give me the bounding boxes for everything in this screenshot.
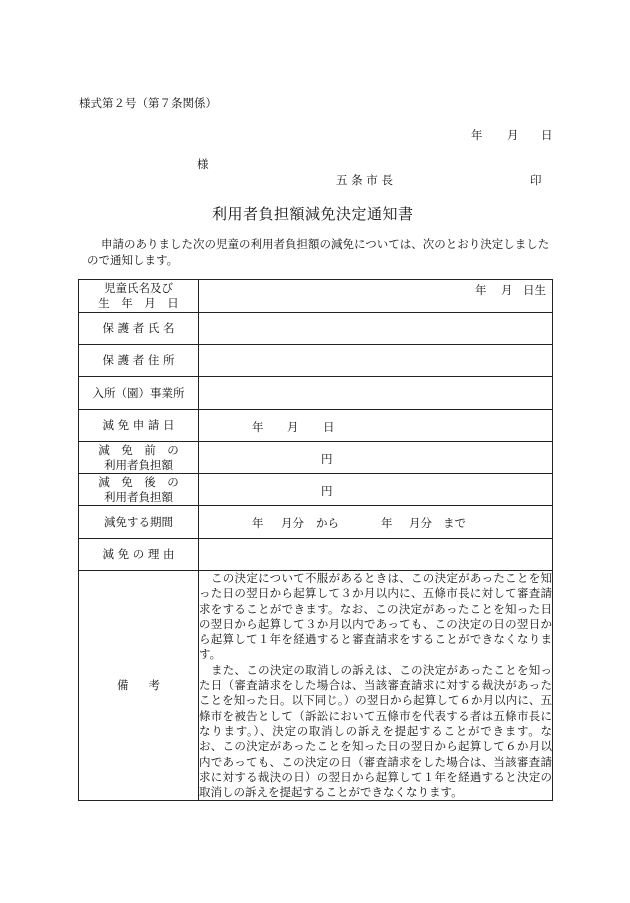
remarks-text bbox=[199, 571, 553, 801]
before-amount-row bbox=[79, 442, 553, 474]
period-value bbox=[199, 506, 553, 539]
period-start-year: 年 bbox=[252, 516, 264, 530]
application-date-label: 減 免 申 請 日 bbox=[79, 410, 199, 442]
birth-year: 年 bbox=[475, 283, 487, 297]
birth-month: 月 bbox=[501, 283, 513, 297]
guardian-address-row bbox=[79, 345, 553, 377]
after-amount-value bbox=[199, 474, 553, 506]
child-label: 児童氏名及び 生 年 月 日 bbox=[79, 280, 199, 313]
date-day: 日 bbox=[541, 128, 553, 142]
child-row bbox=[79, 280, 553, 313]
date-month: 月 bbox=[507, 128, 519, 142]
decision-table bbox=[78, 279, 553, 801]
remarks-paragraph-2: また、この決定の取消しの訴えは、この決定があったことを知った日（審査請求をした場合は、当該審査請求に対する裁決があったことを知った日。以下同じ。）の翌日から起算して６か月以内に、五條市を被告として（訴訟において五條市を代表する者は五條市長になります。）、決定の取消しの訴えを提起することができます。なお、この決定があったことを知った日の翌日から起算して６か月以内であっても、この決定の日（審査請求をした場合は、当該審査請求に対する裁決の日）の翌日から起算して１年を経過すると決定の取消しの訴えを提起することができなくなります。 bbox=[199, 662, 552, 800]
guardian-name-row bbox=[79, 313, 553, 345]
issuer-name: 五 条 市 長 bbox=[336, 173, 393, 187]
before-amount-label: 減 免 前 の 利用者負担額 bbox=[79, 442, 199, 474]
page-title: 利用者負担額減免決定通知書 bbox=[212, 205, 414, 223]
application-year: 年 bbox=[252, 420, 264, 434]
addressee-suffix: 様 bbox=[197, 157, 209, 171]
application-month: 月 bbox=[287, 420, 299, 434]
reason-row bbox=[79, 539, 553, 571]
after-amount-row bbox=[79, 474, 553, 506]
form-number: 様式第２号（第７条関係） bbox=[79, 96, 217, 110]
reason-value bbox=[199, 539, 553, 571]
facility-label: 入所（園）事業所 bbox=[79, 377, 199, 410]
intro-text: 申請のありました次の児童の利用者負担額の減免については、次のとおり決定しましたので通知します。 bbox=[87, 237, 550, 267]
after-amount-label: 減 免 後 の 利用者負担額 bbox=[79, 474, 199, 506]
remarks-row bbox=[79, 571, 553, 801]
period-start-month: 月分 bbox=[281, 516, 304, 530]
period-row bbox=[79, 506, 553, 539]
date-year: 年 bbox=[471, 128, 483, 142]
reason-label: 減 免 の 理 由 bbox=[79, 539, 199, 571]
birth-day: 日生 bbox=[523, 283, 546, 297]
application-day: 日 bbox=[323, 420, 335, 434]
period-from: から bbox=[316, 516, 339, 530]
application-date-row bbox=[79, 410, 553, 442]
guardian-name-value bbox=[199, 313, 553, 345]
remarks-label: 備 考 bbox=[79, 571, 199, 801]
after-yen: 円 bbox=[321, 484, 333, 498]
seal-mark: 印 bbox=[530, 173, 542, 187]
before-yen: 円 bbox=[321, 452, 333, 466]
period-end-year: 年 bbox=[381, 516, 393, 530]
guardian-name-label: 保 護 者 氏 名 bbox=[79, 313, 199, 345]
before-amount-value bbox=[199, 442, 553, 474]
remarks-paragraph-1: この決定について不服があるときは、この決定があったことを知った日の翌日から起算して３か月以内に、五條市長に対して審査請求をすることができます。なお、この決定があったことを知った日の翌日から起算して３か月以内であっても、この決定の日の翌日から起算して１年を経過すると審査請求をすることができなくなります。 bbox=[199, 571, 552, 662]
guardian-address-label: 保 護 者 住 所 bbox=[79, 345, 199, 377]
facility-row bbox=[79, 377, 553, 410]
facility-value bbox=[199, 377, 553, 410]
application-date-value bbox=[199, 410, 553, 442]
guardian-address-value bbox=[199, 345, 553, 377]
period-end-month: 月分 bbox=[409, 516, 432, 530]
child-value bbox=[199, 280, 553, 313]
period-to: まで bbox=[443, 516, 466, 530]
period-label: 減免する期間 bbox=[79, 506, 199, 539]
